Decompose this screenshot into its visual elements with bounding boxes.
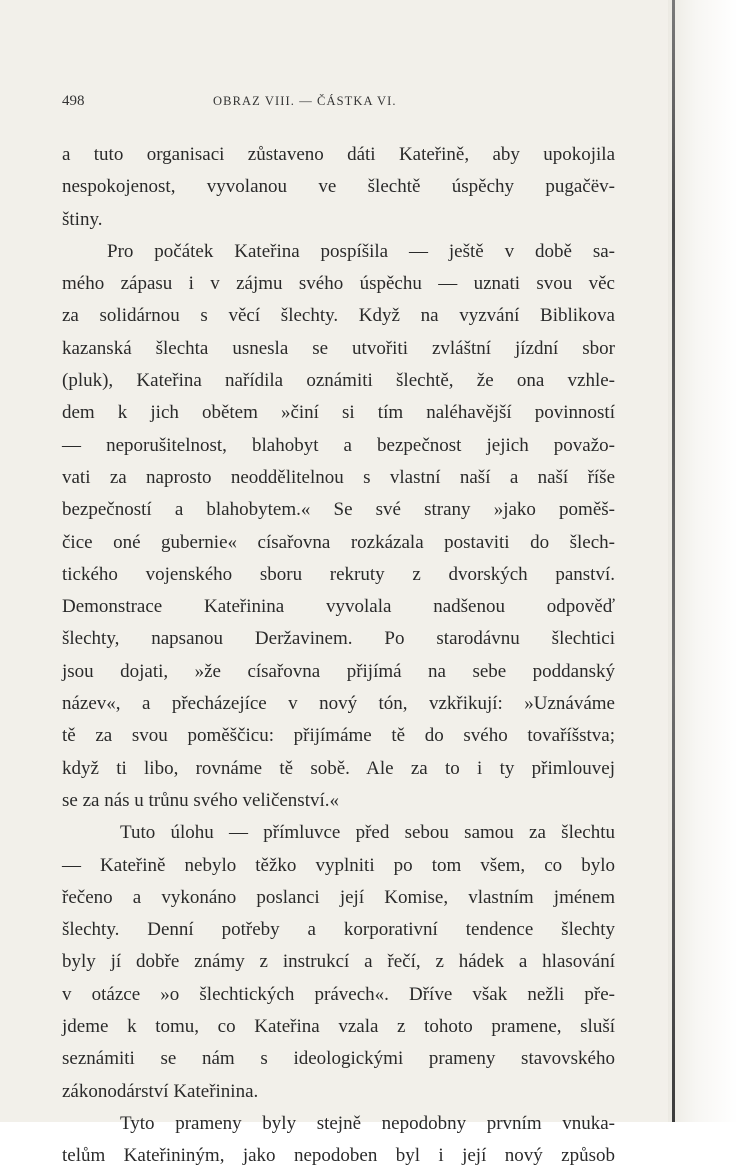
text-line: v otázce »o šlechtických právech«. Dříve však nežli pře- — [62, 983, 615, 1005]
text-line: dem k jich obětem »činí si tím naléhavější povinností — [62, 402, 615, 424]
text-line: šlechty, napsanou Deržavinem. Po starodávnu šlechtici — [62, 628, 615, 650]
binding-shadow — [672, 0, 675, 1122]
text-line: Tyto prameny byly stejně nepodobny prvním vnuka- — [120, 1112, 615, 1134]
text-line: vati za naprosto neoddělitelnou s vlastní naší a naší říše — [62, 466, 615, 488]
text-line: — Kateřině nebylo těžko vyplniti po tom všem, co bylo — [62, 854, 615, 876]
text-line: Pro počátek Kateřina pospíšila — ještě v době sa- — [107, 240, 615, 262]
page-edge — [668, 0, 738, 1122]
text-line: a tuto organisaci zůstaveno dáti Kateřině, aby upokojila — [62, 144, 615, 165]
text-line: kazanská šlechta usnesla se utvořiti zvláštní jízdní sbor — [62, 337, 615, 359]
text-line: byly jí dobře známy z instrukcí a řečí, z hádek a hlasování — [62, 951, 615, 973]
text-line: se za nás u trůnu svého veličenství.« — [62, 789, 340, 811]
text-line: mého zápasu i v zájmu svého úspěchu — uznati svou věc — [62, 273, 615, 295]
header-title: OBRAZ VIII. — ČÁSTKA VI. — [213, 94, 397, 108]
text-line: název«, a přecházejíce v nový tón, vzkřikují: »Uznáváme — [62, 693, 615, 715]
text-line: za solidárnou s věcí šlechty. Když na vyzvání Biblikova — [62, 305, 615, 327]
text-line: jsou dojati, »že císařovna přijímá na sebe poddanský — [62, 660, 615, 682]
text-line: když ti libo, rovnáme tě sobě. Ale za to i ty přimlouvej — [62, 757, 615, 779]
text-line: řečeno a vykonáno poslanci její Komise, vlastním jménem — [62, 886, 615, 908]
text-line: šlechty. Denní potřeby a korporativní tendence šlechty — [62, 919, 615, 941]
page-number: 498 — [62, 93, 85, 109]
text-line: Tuto úlohu — přímluvce před sebou samou za šlechtu — [120, 822, 615, 844]
text-line: tického vojenského sboru rekruty z dvorských panství. — [62, 563, 615, 585]
text-line: — neporušitelnost, blahobyt a bezpečnost jejich považo- — [62, 434, 615, 456]
text-line: telům Kateřininým, jako nepodoben byl i její nový způsob — [62, 1145, 615, 1167]
text-line: čice oné gubernie« císařovna rozkázala postaviti do šlech- — [62, 531, 615, 553]
text-line: (pluk), Kateřina nařídila oznámiti šlechtě, že ona vzhle- — [62, 370, 615, 392]
body-text — [62, 139, 615, 1173]
text-line: seznámiti se nám s ideologickými prameny stavovského — [62, 1048, 615, 1070]
text-line: nespokojenost, vyvolanou ve šlechtě úspěchy pugačëv- — [62, 176, 615, 198]
running-head — [62, 93, 662, 115]
text-line: jdeme k tomu, co Kateřina vzala z tohoto pramene, sluší — [62, 1016, 615, 1038]
text-line: tě za svou poměščicu: přijímáme tě do svého tovaříšstva; — [62, 725, 615, 747]
text-line: bezpečností a blahobytem.« Se své strany »jako poměš- — [62, 499, 615, 521]
text-line: zákonodárství Kateřinina. — [62, 1080, 259, 1102]
text-line: Demonstrace Kateřinina vyvolala nadšenou odpověď — [62, 596, 615, 618]
text-line: štiny. — [62, 208, 103, 230]
